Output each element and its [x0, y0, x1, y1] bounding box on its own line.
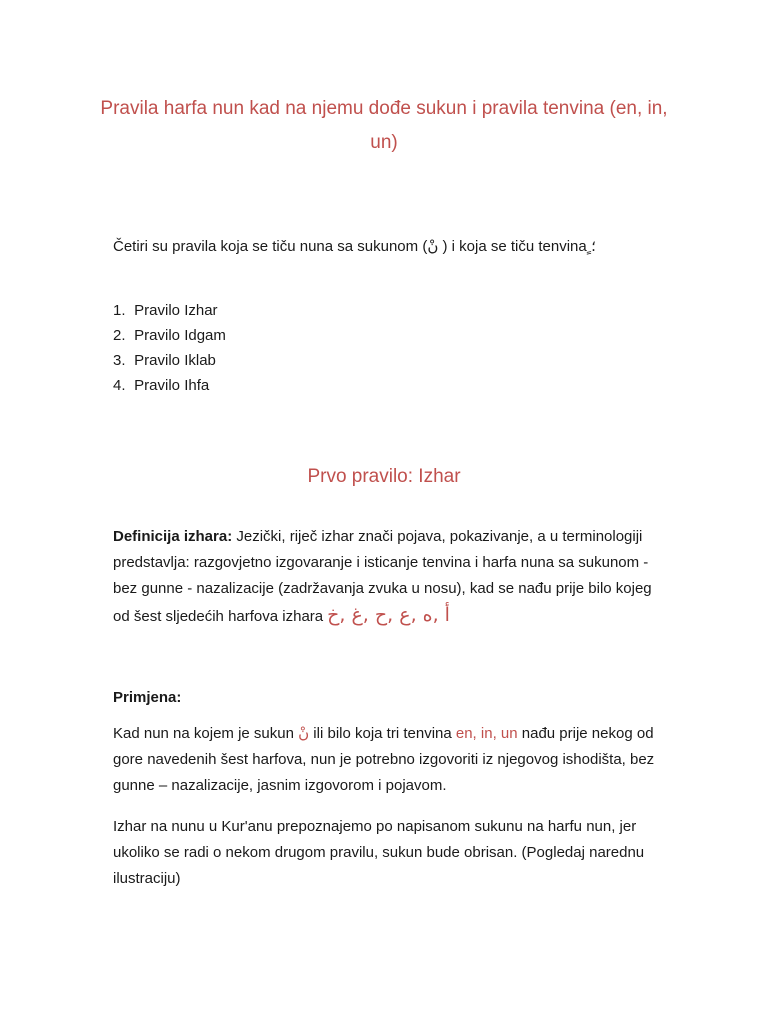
intro-text-before: Četiri su pravila koja se tiču nuna sa sukunom ( [113, 238, 428, 255]
tenvin-glyph: ٍ؛ [586, 237, 596, 255]
list-item-label: Pravilo Ihfa [134, 377, 210, 394]
intro-text-middle: ) i koja se tiču tenvina [438, 238, 587, 255]
list-item-label: Pravilo Iklab [134, 352, 216, 369]
izhar-letters: أ ,ه ,ع ,ح ,غ ,خ [327, 604, 450, 626]
page-title: Pravila harfa nun kad na njemu dođe sukun i pravila tenvina (en, in, un) [100, 98, 668, 153]
list-item-number: 1. [113, 302, 126, 319]
list-item [113, 373, 226, 398]
definition-text: Jezički, riječ izhar znači pojava, pokazivanje, a u terminologiji predstavlja: razgovjetno izgovaranje i isticanje tenvina i harfa nuna sa sukunom - bez gunne - nazalizacije (zadržavanja zvuka u nosu), kad se nađu prije bilo kojeg od šest sljedećih harfova izhara [113, 528, 652, 625]
list-item-number: 3. [113, 352, 126, 369]
definition-paragraph [113, 524, 658, 630]
application-text-before: Kad nun na kojem je sukun [113, 725, 299, 742]
tenvin-names: en, in, un [455, 725, 518, 742]
application-text-after: nađu prije nekog od gore navedenih šest harfova, nun je potrebno izgovoriti iz njegovog ishodišta, bez gunne – nazalizacije, jasnim izgovorom i pojavom. [113, 725, 655, 794]
list-item-label: Pravilo Izhar [134, 302, 218, 319]
definition-label: Definicija izhara: [113, 528, 233, 545]
nun-sukun-glyph: نْ [427, 237, 439, 255]
rules-list [113, 298, 226, 398]
list-item-number: 4. [113, 377, 126, 394]
list-item-number: 2. [113, 327, 126, 344]
application-text-middle: ili bilo koja tri tenvina [309, 725, 456, 742]
list-item [113, 323, 226, 348]
intro-paragraph [113, 234, 673, 259]
list-item-label: Pravilo Idgam [134, 327, 226, 344]
list-item [113, 298, 226, 323]
application-paragraph [113, 720, 658, 799]
list-item [113, 348, 226, 373]
section-title: Prvo pravilo: Izhar [307, 466, 461, 487]
illustration-note: Izhar na nunu u Kur'anu prepoznajemo po napisanom sukunu na harfu nun, jer ukoliko se radi o nekom drugom pravilu, sukun bude obrisan. (Pogledaj narednu ilustraciju) [113, 818, 645, 887]
application-label: Primjena: [113, 689, 182, 706]
nun-glyph: نْ [298, 724, 310, 742]
